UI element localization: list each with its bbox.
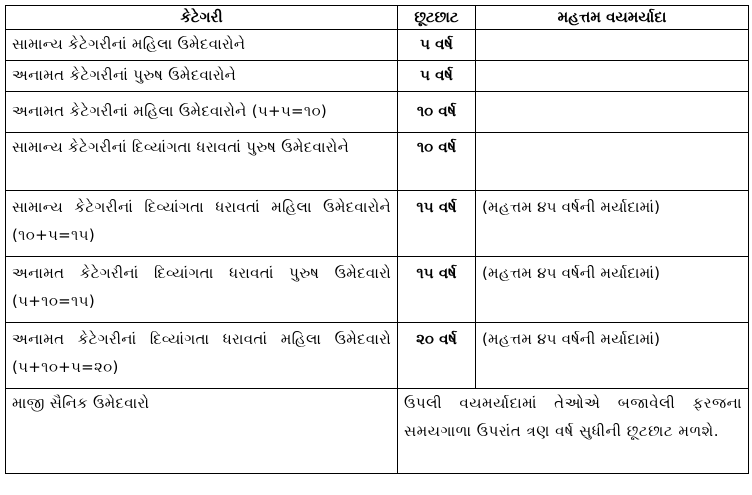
table-row <box>6 133 749 191</box>
ex-servicemen-note: ઉપલી વયમર્યાદામાં તેઓએ બજાવેલી ફરજના સમયગાળા ઉપરાંત ત્રણ વર્ષ સુધીની છૂટછાટ મળશે. <box>398 389 749 474</box>
category-cell: અનામત કેટેગરીનાં દિવ્યાંગતા ધરાવતાં પુરુષ ઉમેદવારો (૫+૧૦=૧૫) <box>6 257 398 323</box>
header-category: કેટેગરી <box>6 6 398 30</box>
header-relaxation: છૂટછાટ <box>398 6 476 30</box>
table-row-ex-servicemen <box>6 389 749 474</box>
category-cell: સામાન્ય કેટેગરીનાં દિવ્યાંગતા ધરાવતાં મહિલા ઉમેદવારોને (૧૦+૫=૧૫) <box>6 191 398 257</box>
max-age-cell: (મહત્તમ ૪૫ વર્ષની મર્યાદામાં) <box>476 191 749 257</box>
category-cell: અનામત કેટેગરીનાં દિવ્યાંગતા ધરાવતાં મહિલા ઉમેદવારો (૫+૧૦+૫=૨૦) <box>6 323 398 389</box>
table-row <box>6 92 749 133</box>
max-age-cell <box>476 61 749 92</box>
category-cell: અનામત કેટેગરીનાં મહિલા ઉમેદવારોને (૫+૫=૧૦) <box>6 92 398 133</box>
relaxation-cell: ૧૫ વર્ષ <box>398 257 476 323</box>
max-age-cell: (મહત્તમ ૪૫ વર્ષની મર્યાદામાં) <box>476 323 749 389</box>
max-age-cell <box>476 92 749 133</box>
table-header-row <box>6 6 749 30</box>
relaxation-cell: ૫ વર્ષ <box>398 61 476 92</box>
max-age-cell <box>476 30 749 61</box>
table-row <box>6 323 749 389</box>
max-age-cell: (મહત્તમ ૪૫ વર્ષની મર્યાદામાં) <box>476 257 749 323</box>
relaxation-cell: ૨૦ વર્ષ <box>398 323 476 389</box>
table-row <box>6 61 749 92</box>
relaxation-cell: ૧૦ વર્ષ <box>398 92 476 133</box>
age-relaxation-table <box>5 5 749 474</box>
category-cell: સામાન્ય કેટેગરીનાં મહિલા ઉમેદવારોને <box>6 30 398 61</box>
relaxation-cell: ૧૦ વર્ષ <box>398 133 476 191</box>
category-cell: અનામત કેટેગરીનાં પુરુષ ઉમેદવારોને <box>6 61 398 92</box>
table-row <box>6 191 749 257</box>
relaxation-cell: ૧૫ વર્ષ <box>398 191 476 257</box>
category-cell: માજી સૈનિક ઉમેદવારો <box>6 389 398 474</box>
relaxation-cell: ૫ વર્ષ <box>398 30 476 61</box>
table-row <box>6 257 749 323</box>
table-row <box>6 30 749 61</box>
header-max-age-limit: મહત્તમ વયમર્યાદા <box>476 6 749 30</box>
category-cell: સામાન્ય કેટેગરીનાં દિવ્યાંગતા ધરાવતાં પુરુષ ઉમેદવારોને <box>6 133 398 191</box>
max-age-cell <box>476 133 749 191</box>
